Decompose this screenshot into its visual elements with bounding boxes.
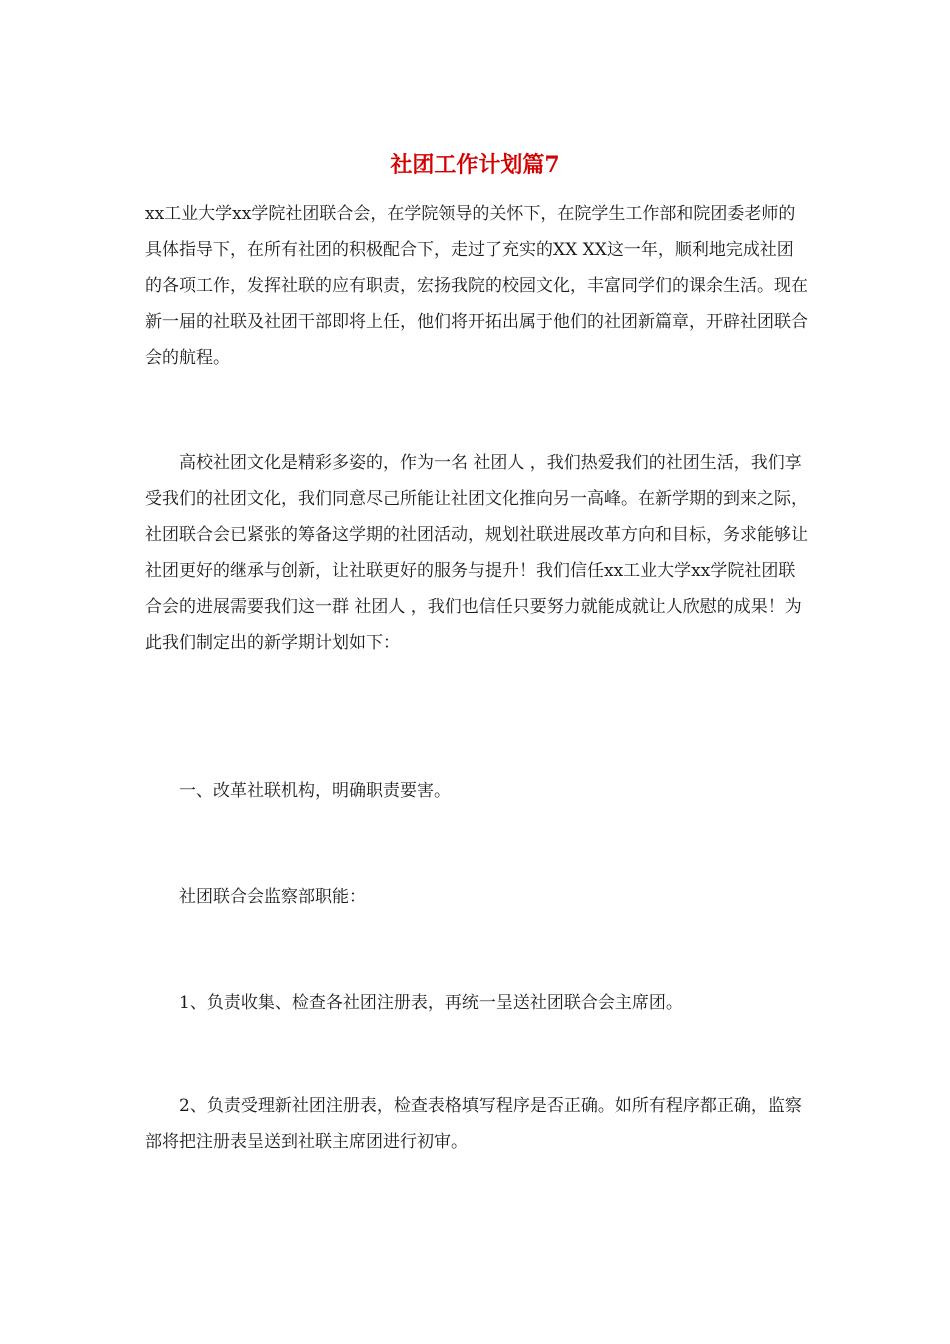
paragraph-item-2: 2、负责受理新社团注册表，检查表格填写程序是否正确。如所有程序都正确，监察部将把注册表呈送到社联主席团进行初审。 [145, 1096, 802, 1152]
paragraph-supervision-functions: 社团联合会监察部职能： [179, 887, 366, 907]
paragraph-culture: 高校社团文化是精彩多姿的，作为一名 社团人 ，我们热爱我们的社团生活，我们享受我们的社团文化，我们同意尽己所能让社团文化推向另一高峰。在新学期的到来之际，社团联合会已紧张的筹备这学期的社团活动，规划社联进展改革方向和目标，务求能够让社团更好的继承与创新，让社联更好的服务与提升！我们信任xx工业大学xx学院社团联合会的进展需要我们这一群 社团人 ，我们也信任只要努力就能成就让人欣慰的成果！为此我们制定出的新学期计划如下： [145, 453, 808, 653]
paragraph-intro: xx工业大学xx学院社团联合会，在学院领导的关怀下，在院学生工作部和院团委老师的具体指导下，在所有社团的积极配合下，走过了充实的XX XX这一年，顺利地完成社团的各项工作，发挥社联的应有职责，宏扬我院的校园文化，丰富同学们的课余生活。现在新一届的社联及社团干部即将上任，他们将开拓出属于他们的社团新篇章，开辟社团联合会的航程。 [145, 204, 808, 368]
paragraph-section-heading: 一、改革社联机构，明确职责要害。 [179, 781, 451, 801]
paragraph-item-1: 1、负责收集、检查各社团注册表，再统一呈送社团联合会主席团。 [179, 993, 683, 1013]
document-title: 社团工作计划篇7 [390, 152, 560, 178]
